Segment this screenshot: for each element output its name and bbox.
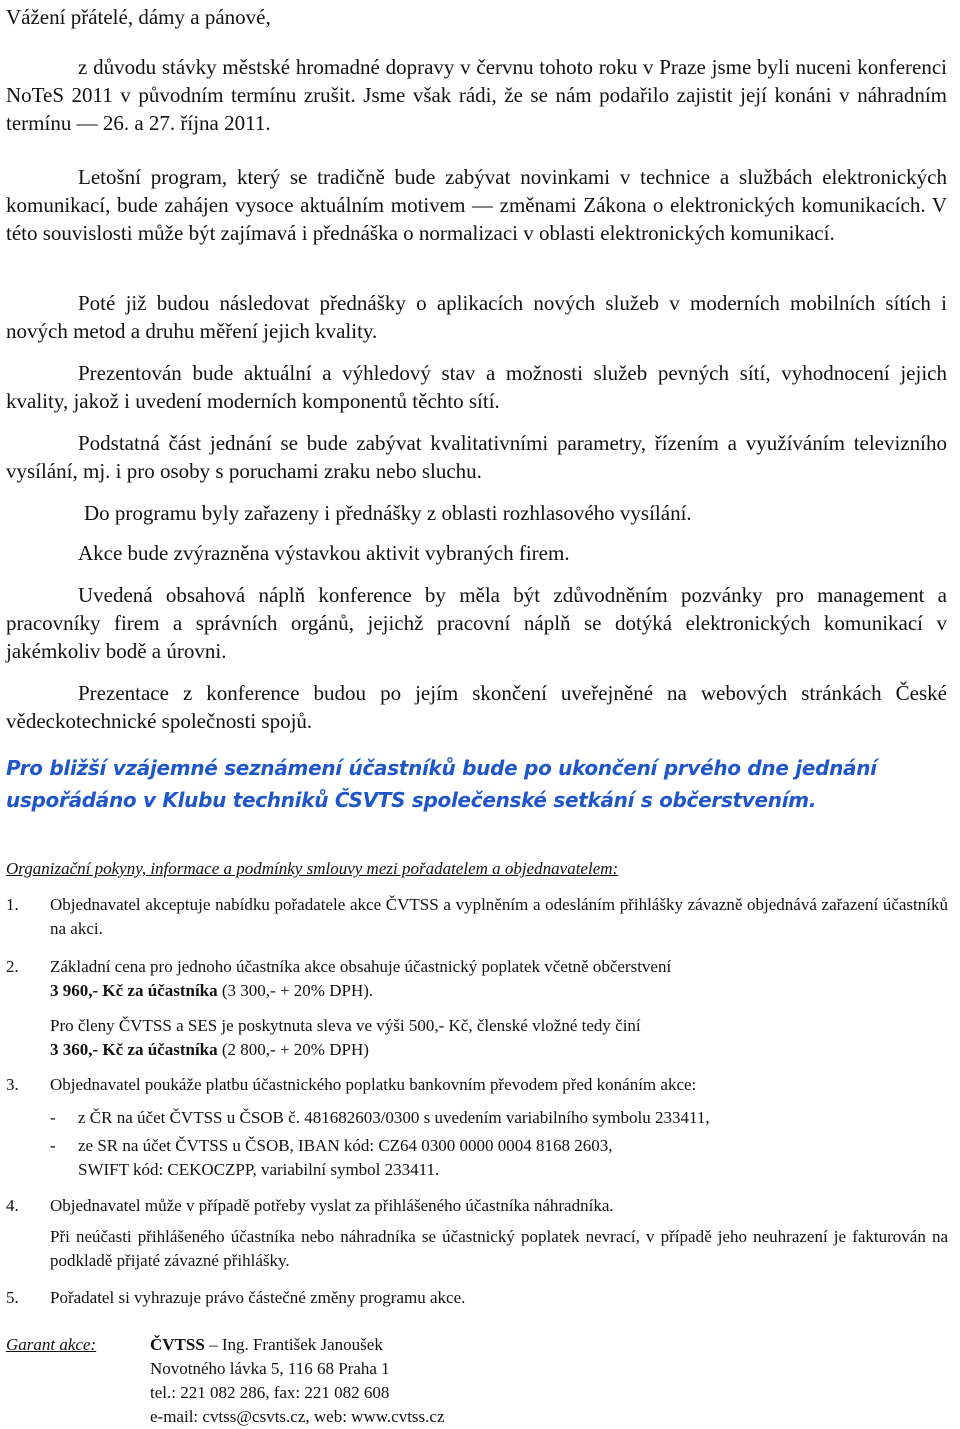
social-event-note: Pro bližší vzájemné seznámení účastníků bude po ukončení prvého dne jednání uspořádáno v Klubu techniků ČSVTS společenské setkání s občerstvením.	[6, 756, 877, 812]
org-item-5	[6, 1286, 948, 1310]
paragraph-presentations: Prezentace z konference budou po jejím skončení uveřejněné na webových stránkách České vědeckotechnické společnosti spojů.	[6, 681, 947, 733]
paragraph-exhibition: Akce bude zvýrazněna výstavkou aktivit vybraných firem.	[78, 541, 570, 565]
org-item-1	[6, 893, 948, 941]
member-price-amount: 3 360,- Kč za účastníka	[50, 1040, 218, 1059]
payment-cz: - z ČR na účet ČVTSS u ČSOB č. 481682603/0300 s uvedením variabilního symbolu 233411,	[50, 1108, 710, 1127]
substitute-note: Při neúčasti přihlášeného účastníka nebo náhradníka se účastnický poplatek nevrací, v případě jeho neuhrazení je fakturován na podkladě přijaté závazné přihlášky.	[50, 1227, 948, 1270]
item-text: Objednavatel poukáže platbu účastnického poplatku bankovním převodem před konáním akce:	[50, 1075, 697, 1094]
paragraph-radio: Do programu byly zařazeny i přednášky z oblasti rozhlasového vysílání.	[84, 501, 692, 525]
item-text: Pořadatel si vyhrazuje právo částečné změny programu akce.	[50, 1288, 466, 1307]
paragraph-program: Letošní program, který se tradičně bude zabývat novinkami v technice a službách elektronických komunikací, bude zahájen vysoce aktuálním motivem — změnami Zákona o elektronických komunikacích. V této souvislosti může být zajímavá i přednáška o normalizaci v oblasti elektronických komunikací.	[6, 165, 947, 245]
org-item-3	[6, 1073, 948, 1097]
garant-phone: tel.: 221 082 286, fax: 221 082 608	[150, 1383, 390, 1402]
garant-org: ČVTSS	[150, 1335, 205, 1354]
item-text: Objednavatel může v případě potřeby vyslat za přihlášeného účastníka náhradníka.	[50, 1196, 614, 1215]
greeting: Vážení přátelé, dámy a pánové,	[6, 5, 271, 29]
payment-swift: SWIFT kód: CEKOCZPP, variabilní symbol 233411.	[78, 1160, 440, 1179]
item-number: 5.	[6, 1288, 19, 1307]
item-text: Objednavatel akceptuje nabídku pořadatele akce ČVTSS a vyplněním a odesláním přihlášky závazně objednává zařazení účastníků na akci.	[50, 895, 948, 938]
garant-address: Novotného lávka 5, 116 68 Praha 1	[150, 1359, 390, 1378]
item-number: 3.	[6, 1075, 19, 1094]
base-price: 3 960,- Kč za účastníka (3 300,- + 20% DPH).	[50, 981, 374, 1000]
org-item-2	[6, 955, 948, 979]
organization-title: Organizační pokyny, informace a podmínky smlouvy mezi pořadatelem a objednavatelem:	[6, 859, 619, 878]
paragraph-mobile: Poté již budou následovat přednášky o aplikacích nových služeb v moderních mobilních sítích i nových metod a druhu měření jejich kvality.	[6, 291, 947, 343]
org-item-4	[6, 1194, 948, 1218]
garant-label: Garant akce:	[6, 1335, 97, 1354]
paragraph-fixed-networks: Prezentován bude aktuální a výhledový stav a možnosti služeb pevných sítí, vyhodnocení jejich kvality, jakož i uvedení moderních komponentů těchto sítí.	[6, 361, 947, 413]
member-discount-text: Pro členy ČVTSS a SES je poskytnuta sleva ve výši 500,- Kč, členské vložné tedy činí	[50, 1016, 641, 1035]
item-number: 2.	[6, 957, 19, 976]
paragraph-target-audience: Uvedená obsahová náplň konference by měla být zdůvodněním pozvánky pro management a pracovníky firem a správních orgánů, jejichž pracovní náplň se dotýká elektronických komunikací v jakémkoliv bodě a úrovni.	[6, 583, 947, 663]
member-price: 3 360,- Kč za účastníka (2 800,- + 20% DPH)	[50, 1040, 369, 1059]
base-price-amount: 3 960,- Kč za účastníka	[50, 981, 218, 1000]
paragraph-intro: z důvodu stávky městské hromadné dopravy v červnu tohoto roku v Praze jsme byli nuceni konferenci NoTeS 2011 v původním termínu zrušit. Jsme však rádi, že se nám podařilo zajistit její konáni v náhradním termínu — 26. a 27. října 2011.	[6, 55, 947, 135]
garant-email: e-mail: cvtss@csvts.cz, web: www.cvtss.cz	[150, 1407, 445, 1426]
item-number: 4.	[6, 1196, 19, 1215]
garant-name: ČVTSS – Ing. František Janoušek	[150, 1335, 383, 1354]
item-number: 1.	[6, 895, 19, 914]
paragraph-television: Podstatná část jednání se bude zabývat kvalitativními parametry, řízením a využíváním televizního vysílání, mj. i pro osoby s poruchami zraku nebo sluchu.	[6, 431, 947, 483]
payment-sr: - ze SR na účet ČVTSS u ČSOB, IBAN kód: CZ64 0300 0000 0004 8168 2603,	[50, 1136, 613, 1155]
item-text: Základní cena pro jednoho účastníka akce obsahuje účastnický poplatek včetně občerstvení	[50, 957, 672, 976]
